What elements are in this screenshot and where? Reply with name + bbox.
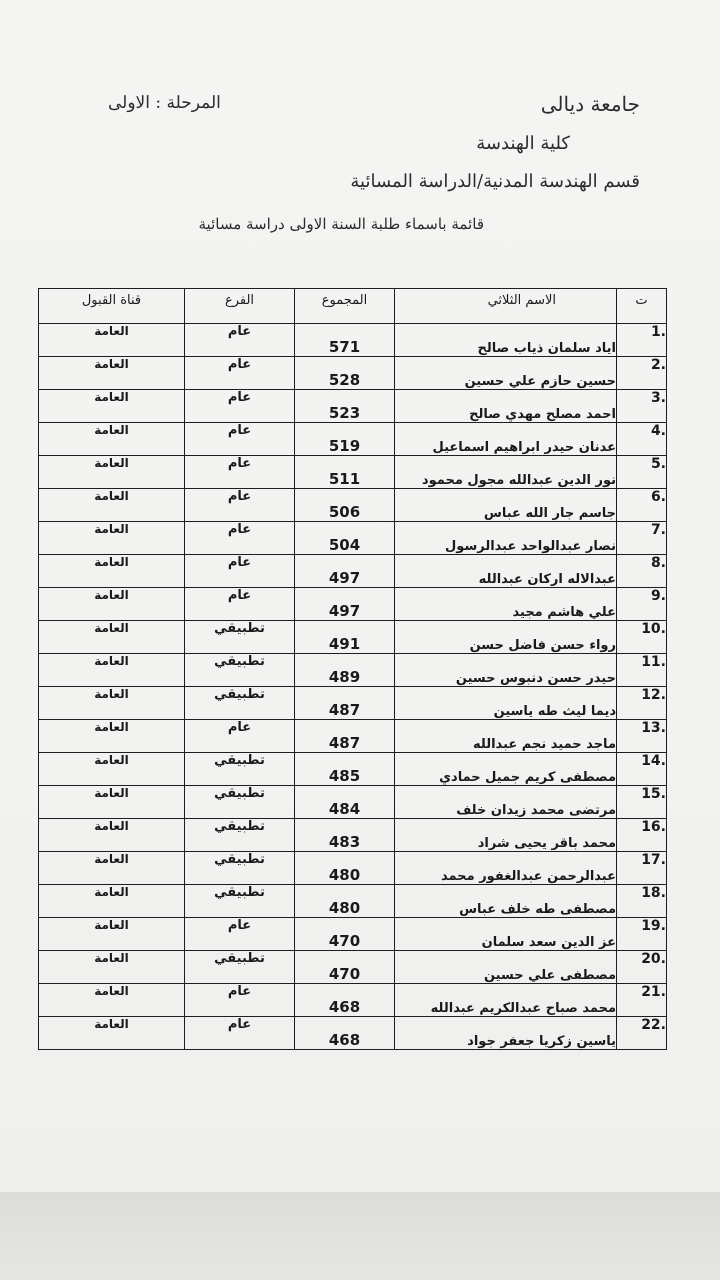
cell-channel: العامة bbox=[39, 588, 185, 621]
cell-name: محمد صباح عبدالكريم عبدالله bbox=[395, 984, 617, 1017]
cell-name: احمد مصلح مهدي صالح bbox=[395, 390, 617, 423]
cell-total: 480 bbox=[295, 885, 395, 918]
cell-num: 18. bbox=[617, 885, 667, 918]
cell-total: 485 bbox=[295, 753, 395, 786]
cell-num: 21. bbox=[617, 984, 667, 1017]
column-header-channel: قناة القبول bbox=[39, 289, 185, 324]
cell-num: 13. bbox=[617, 720, 667, 753]
cell-num: 3. bbox=[617, 390, 667, 423]
cell-num: 19. bbox=[617, 918, 667, 951]
column-header-branch: الفرع bbox=[185, 289, 295, 324]
cell-branch: تطبيقي bbox=[185, 786, 295, 819]
cell-total: 504 bbox=[295, 522, 395, 555]
cell-total: 506 bbox=[295, 489, 395, 522]
cell-total: 470 bbox=[295, 951, 395, 984]
cell-num: 17. bbox=[617, 852, 667, 885]
table-row bbox=[39, 753, 667, 786]
list-title: قائمة باسماء طلبة السنة الاولى دراسة مسائية bbox=[198, 215, 484, 233]
table-body bbox=[39, 324, 667, 1050]
department-name: قسم الهندسة المدنية/الدراسة المسائية bbox=[350, 171, 640, 192]
cell-channel: العامة bbox=[39, 522, 185, 555]
cell-name: اياد سلمان ذياب صالح bbox=[395, 324, 617, 357]
cell-num: 5. bbox=[617, 456, 667, 489]
cell-channel: العامة bbox=[39, 1017, 185, 1050]
cell-total: 483 bbox=[295, 819, 395, 852]
cell-channel: العامة bbox=[39, 621, 185, 654]
table-row bbox=[39, 588, 667, 621]
cell-branch: تطبيقي bbox=[185, 621, 295, 654]
cell-name: مصطفى طه خلف عباس bbox=[395, 885, 617, 918]
table-row bbox=[39, 687, 667, 720]
cell-branch: عام bbox=[185, 390, 295, 423]
cell-total: 491 bbox=[295, 621, 395, 654]
cell-total: 519 bbox=[295, 423, 395, 456]
cell-branch: عام bbox=[185, 522, 295, 555]
cell-branch: عام bbox=[185, 588, 295, 621]
cell-channel: العامة bbox=[39, 687, 185, 720]
cell-name: حيدر حسن دنبوس حسين bbox=[395, 654, 617, 687]
cell-branch: تطبيقي bbox=[185, 654, 295, 687]
cell-total: 468 bbox=[295, 1017, 395, 1050]
table-row bbox=[39, 654, 667, 687]
cell-branch: عام bbox=[185, 1017, 295, 1050]
table-row bbox=[39, 819, 667, 852]
cell-num: 1. bbox=[617, 324, 667, 357]
cell-channel: العامة bbox=[39, 885, 185, 918]
cell-total: 468 bbox=[295, 984, 395, 1017]
cell-channel: العامة bbox=[39, 819, 185, 852]
cell-name: رواء حسن فاضل حسن bbox=[395, 621, 617, 654]
cell-name: ماجد حميد نجم عبدالله bbox=[395, 720, 617, 753]
cell-name: حسين حازم علي حسين bbox=[395, 357, 617, 390]
cell-branch: تطبيقي bbox=[185, 852, 295, 885]
cell-branch: عام bbox=[185, 489, 295, 522]
students-table bbox=[38, 288, 667, 1050]
cell-branch: عام bbox=[185, 555, 295, 588]
cell-total: 528 bbox=[295, 357, 395, 390]
cell-channel: العامة bbox=[39, 720, 185, 753]
table-row bbox=[39, 390, 667, 423]
cell-name: عز الدين سعد سلمان bbox=[395, 918, 617, 951]
cell-total: 487 bbox=[295, 720, 395, 753]
cell-total: 484 bbox=[295, 786, 395, 819]
cell-channel: العامة bbox=[39, 489, 185, 522]
cell-channel: العامة bbox=[39, 918, 185, 951]
cell-name: ديما ليث طه ياسين bbox=[395, 687, 617, 720]
cell-name: مرتضى محمد زيدان خلف bbox=[395, 786, 617, 819]
cell-name: عبدالرحمن عبدالغفور محمد bbox=[395, 852, 617, 885]
table-row bbox=[39, 1017, 667, 1050]
cell-channel: العامة bbox=[39, 786, 185, 819]
cell-channel: العامة bbox=[39, 984, 185, 1017]
stage-label: المرحلة : الاولى bbox=[108, 93, 221, 113]
table-row bbox=[39, 489, 667, 522]
university-name: جامعة ديالى bbox=[540, 92, 640, 116]
column-header-name: الاسم الثلاثي bbox=[395, 289, 617, 324]
cell-channel: العامة bbox=[39, 423, 185, 456]
cell-channel: العامة bbox=[39, 456, 185, 489]
cell-total: 571 bbox=[295, 324, 395, 357]
cell-num: 12. bbox=[617, 687, 667, 720]
cell-num: 10. bbox=[617, 621, 667, 654]
cell-channel: العامة bbox=[39, 852, 185, 885]
cell-total: 497 bbox=[295, 588, 395, 621]
college-name: كلية الهندسة bbox=[476, 133, 570, 154]
cell-num: 9. bbox=[617, 588, 667, 621]
background-surface bbox=[0, 1192, 720, 1280]
cell-branch: تطبيقي bbox=[185, 819, 295, 852]
table-row bbox=[39, 852, 667, 885]
table-row bbox=[39, 918, 667, 951]
column-header-num: ت bbox=[617, 289, 667, 324]
cell-num: 16. bbox=[617, 819, 667, 852]
cell-branch: عام bbox=[185, 423, 295, 456]
table-row bbox=[39, 357, 667, 390]
cell-total: 523 bbox=[295, 390, 395, 423]
cell-channel: العامة bbox=[39, 357, 185, 390]
cell-name: مصطفى كريم جميل حمادي bbox=[395, 753, 617, 786]
cell-total: 489 bbox=[295, 654, 395, 687]
table-row bbox=[39, 324, 667, 357]
cell-name: مصطفى علي حسين bbox=[395, 951, 617, 984]
column-header-total: المجموع bbox=[295, 289, 395, 324]
cell-num: 6. bbox=[617, 489, 667, 522]
cell-num: 22. bbox=[617, 1017, 667, 1050]
cell-name: محمد باقر يحيى شراد bbox=[395, 819, 617, 852]
cell-branch: تطبيقي bbox=[185, 951, 295, 984]
cell-branch: تطبيقي bbox=[185, 687, 295, 720]
cell-num: 2. bbox=[617, 357, 667, 390]
cell-name: عدنان حيدر ابراهيم اسماعيل bbox=[395, 423, 617, 456]
cell-num: 20. bbox=[617, 951, 667, 984]
cell-channel: العامة bbox=[39, 390, 185, 423]
cell-total: 511 bbox=[295, 456, 395, 489]
cell-total: 480 bbox=[295, 852, 395, 885]
cell-num: 11. bbox=[617, 654, 667, 687]
table-row bbox=[39, 555, 667, 588]
table-row bbox=[39, 522, 667, 555]
cell-total: 470 bbox=[295, 918, 395, 951]
cell-branch: عام bbox=[185, 720, 295, 753]
table-header-row bbox=[39, 289, 667, 324]
table-row bbox=[39, 456, 667, 489]
cell-branch: عام bbox=[185, 357, 295, 390]
cell-channel: العامة bbox=[39, 951, 185, 984]
cell-branch: عام bbox=[185, 918, 295, 951]
cell-name: علي هاشم مجيد bbox=[395, 588, 617, 621]
table-row bbox=[39, 423, 667, 456]
cell-branch: تطبيقي bbox=[185, 753, 295, 786]
table-row bbox=[39, 621, 667, 654]
cell-name: عبدالاله اركان عبدالله bbox=[395, 555, 617, 588]
cell-branch: تطبيقي bbox=[185, 885, 295, 918]
cell-channel: العامة bbox=[39, 555, 185, 588]
cell-total: 487 bbox=[295, 687, 395, 720]
cell-num: 15. bbox=[617, 786, 667, 819]
table-row bbox=[39, 786, 667, 819]
cell-name: نور الدين عبدالله مجول محمود bbox=[395, 456, 617, 489]
cell-num: 4. bbox=[617, 423, 667, 456]
cell-name: ياسين زكريا جعفر جواد bbox=[395, 1017, 617, 1050]
table-row bbox=[39, 984, 667, 1017]
cell-num: 7. bbox=[617, 522, 667, 555]
table-row bbox=[39, 720, 667, 753]
cell-channel: العامة bbox=[39, 753, 185, 786]
cell-name: جاسم جار الله عباس bbox=[395, 489, 617, 522]
cell-num: 14. bbox=[617, 753, 667, 786]
cell-num: 8. bbox=[617, 555, 667, 588]
cell-channel: العامة bbox=[39, 654, 185, 687]
cell-channel: العامة bbox=[39, 324, 185, 357]
table-row bbox=[39, 951, 667, 984]
table-row bbox=[39, 885, 667, 918]
cell-branch: عام bbox=[185, 456, 295, 489]
cell-branch: عام bbox=[185, 324, 295, 357]
cell-total: 497 bbox=[295, 555, 395, 588]
cell-name: نصار عبدالواحد عبدالرسول bbox=[395, 522, 617, 555]
cell-branch: عام bbox=[185, 984, 295, 1017]
